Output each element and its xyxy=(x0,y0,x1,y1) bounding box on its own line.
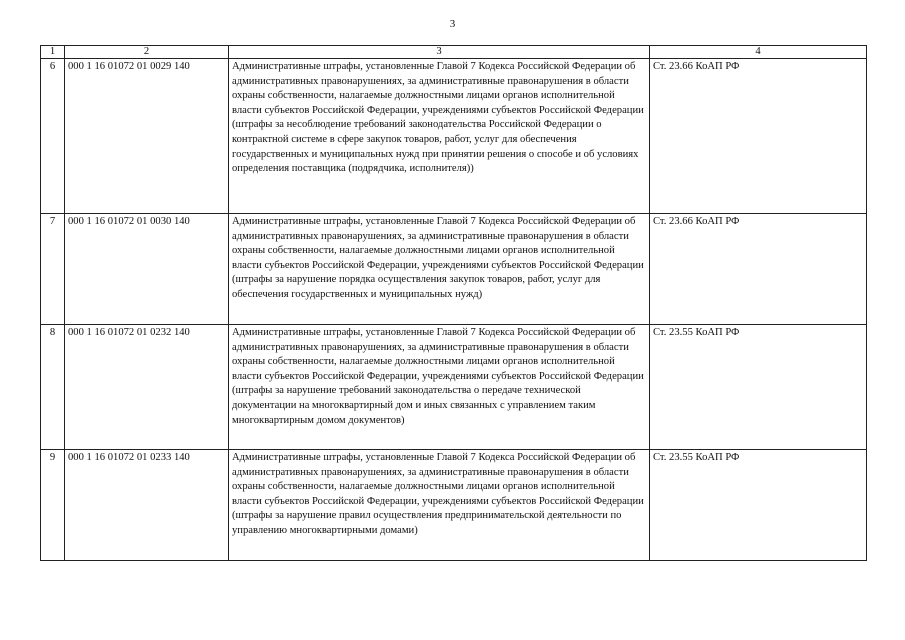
row-number: 7 xyxy=(41,214,65,325)
table-header-row xyxy=(41,46,867,59)
column-number-2: 2 xyxy=(65,46,229,59)
budget-classification-code: 000 1 16 01072 01 0029 140 xyxy=(65,59,229,214)
column-number-3: 3 xyxy=(229,46,650,59)
table-row xyxy=(41,450,867,561)
revenue-description: Административные штрафы, установленные Главой 7 Кодекса Российской Федерации об административных правонарушениях, за административные правонарушения в области охраны собственности, налагаемые должностными лицами органов исполнительной власти субъектов Российской Федерации, учреждениями субъектов Российской Федерации (штрафы за нарушение правил осуществления предпринимательской деятельности по управлению многоквартирными домами) xyxy=(229,450,650,561)
budget-classification-code: 000 1 16 01072 01 0030 140 xyxy=(65,214,229,325)
revenue-codes-table xyxy=(40,45,867,561)
budget-classification-code: 000 1 16 01072 01 0232 140 xyxy=(65,325,229,450)
budget-classification-code: 000 1 16 01072 01 0233 140 xyxy=(65,450,229,561)
column-number-4: 4 xyxy=(650,46,867,59)
legal-article: Ст. 23.55 КоАП РФ xyxy=(650,325,867,450)
table-row xyxy=(41,214,867,325)
page-number: 3 xyxy=(449,18,456,30)
row-number: 8 xyxy=(41,325,65,450)
legal-article: Ст. 23.66 КоАП РФ xyxy=(650,214,867,325)
table-row xyxy=(41,59,867,214)
legal-article: Ст. 23.55 КоАП РФ xyxy=(650,450,867,561)
column-number-1: 1 xyxy=(41,46,65,59)
row-number: 9 xyxy=(41,450,65,561)
legal-article: Ст. 23.66 КоАП РФ xyxy=(650,59,867,214)
table-row xyxy=(41,325,867,450)
revenue-description: Административные штрафы, установленные Главой 7 Кодекса Российской Федерации об административных правонарушениях, за административные правонарушения в области охраны собственности, налагаемые должностными лицами органов исполнительной власти субъектов Российской Федерации, учреждениями субъектов Российской Федерации (штрафы за нарушение требований законодательства о передаче технической документации на многоквартирный дом и иных связанных с управлением таким многоквартирным домом документов) xyxy=(229,325,650,450)
revenue-description: Административные штрафы, установленные Главой 7 Кодекса Российской Федерации об административных правонарушениях, за административные правонарушения в области охраны собственности, налагаемые должностными лицами органов исполнительной власти субъектов Российской Федерации, учреждениями субъектов Российской Федерации (штрафы за несоблюдение требований законодательства Российской Федерации о контрактной системе в сфере закупок товаров, работ, услуг для обеспечения государственных и муниципальных нужд при принятии решения о способе и об условиях определения поставщика (подрядчика, исполнителя)) xyxy=(229,59,650,214)
revenue-description: Административные штрафы, установленные Главой 7 Кодекса Российской Федерации об административных правонарушениях, за административные правонарушения в области охраны собственности, налагаемые должностными лицами органов исполнительной власти субъектов Российской Федерации, учреждениями субъектов Российской Федерации (штрафы за нарушение порядка осуществления закупок товаров, работ, услуг для обеспечения государственных и муниципальных нужд) xyxy=(229,214,650,325)
row-number: 6 xyxy=(41,59,65,214)
